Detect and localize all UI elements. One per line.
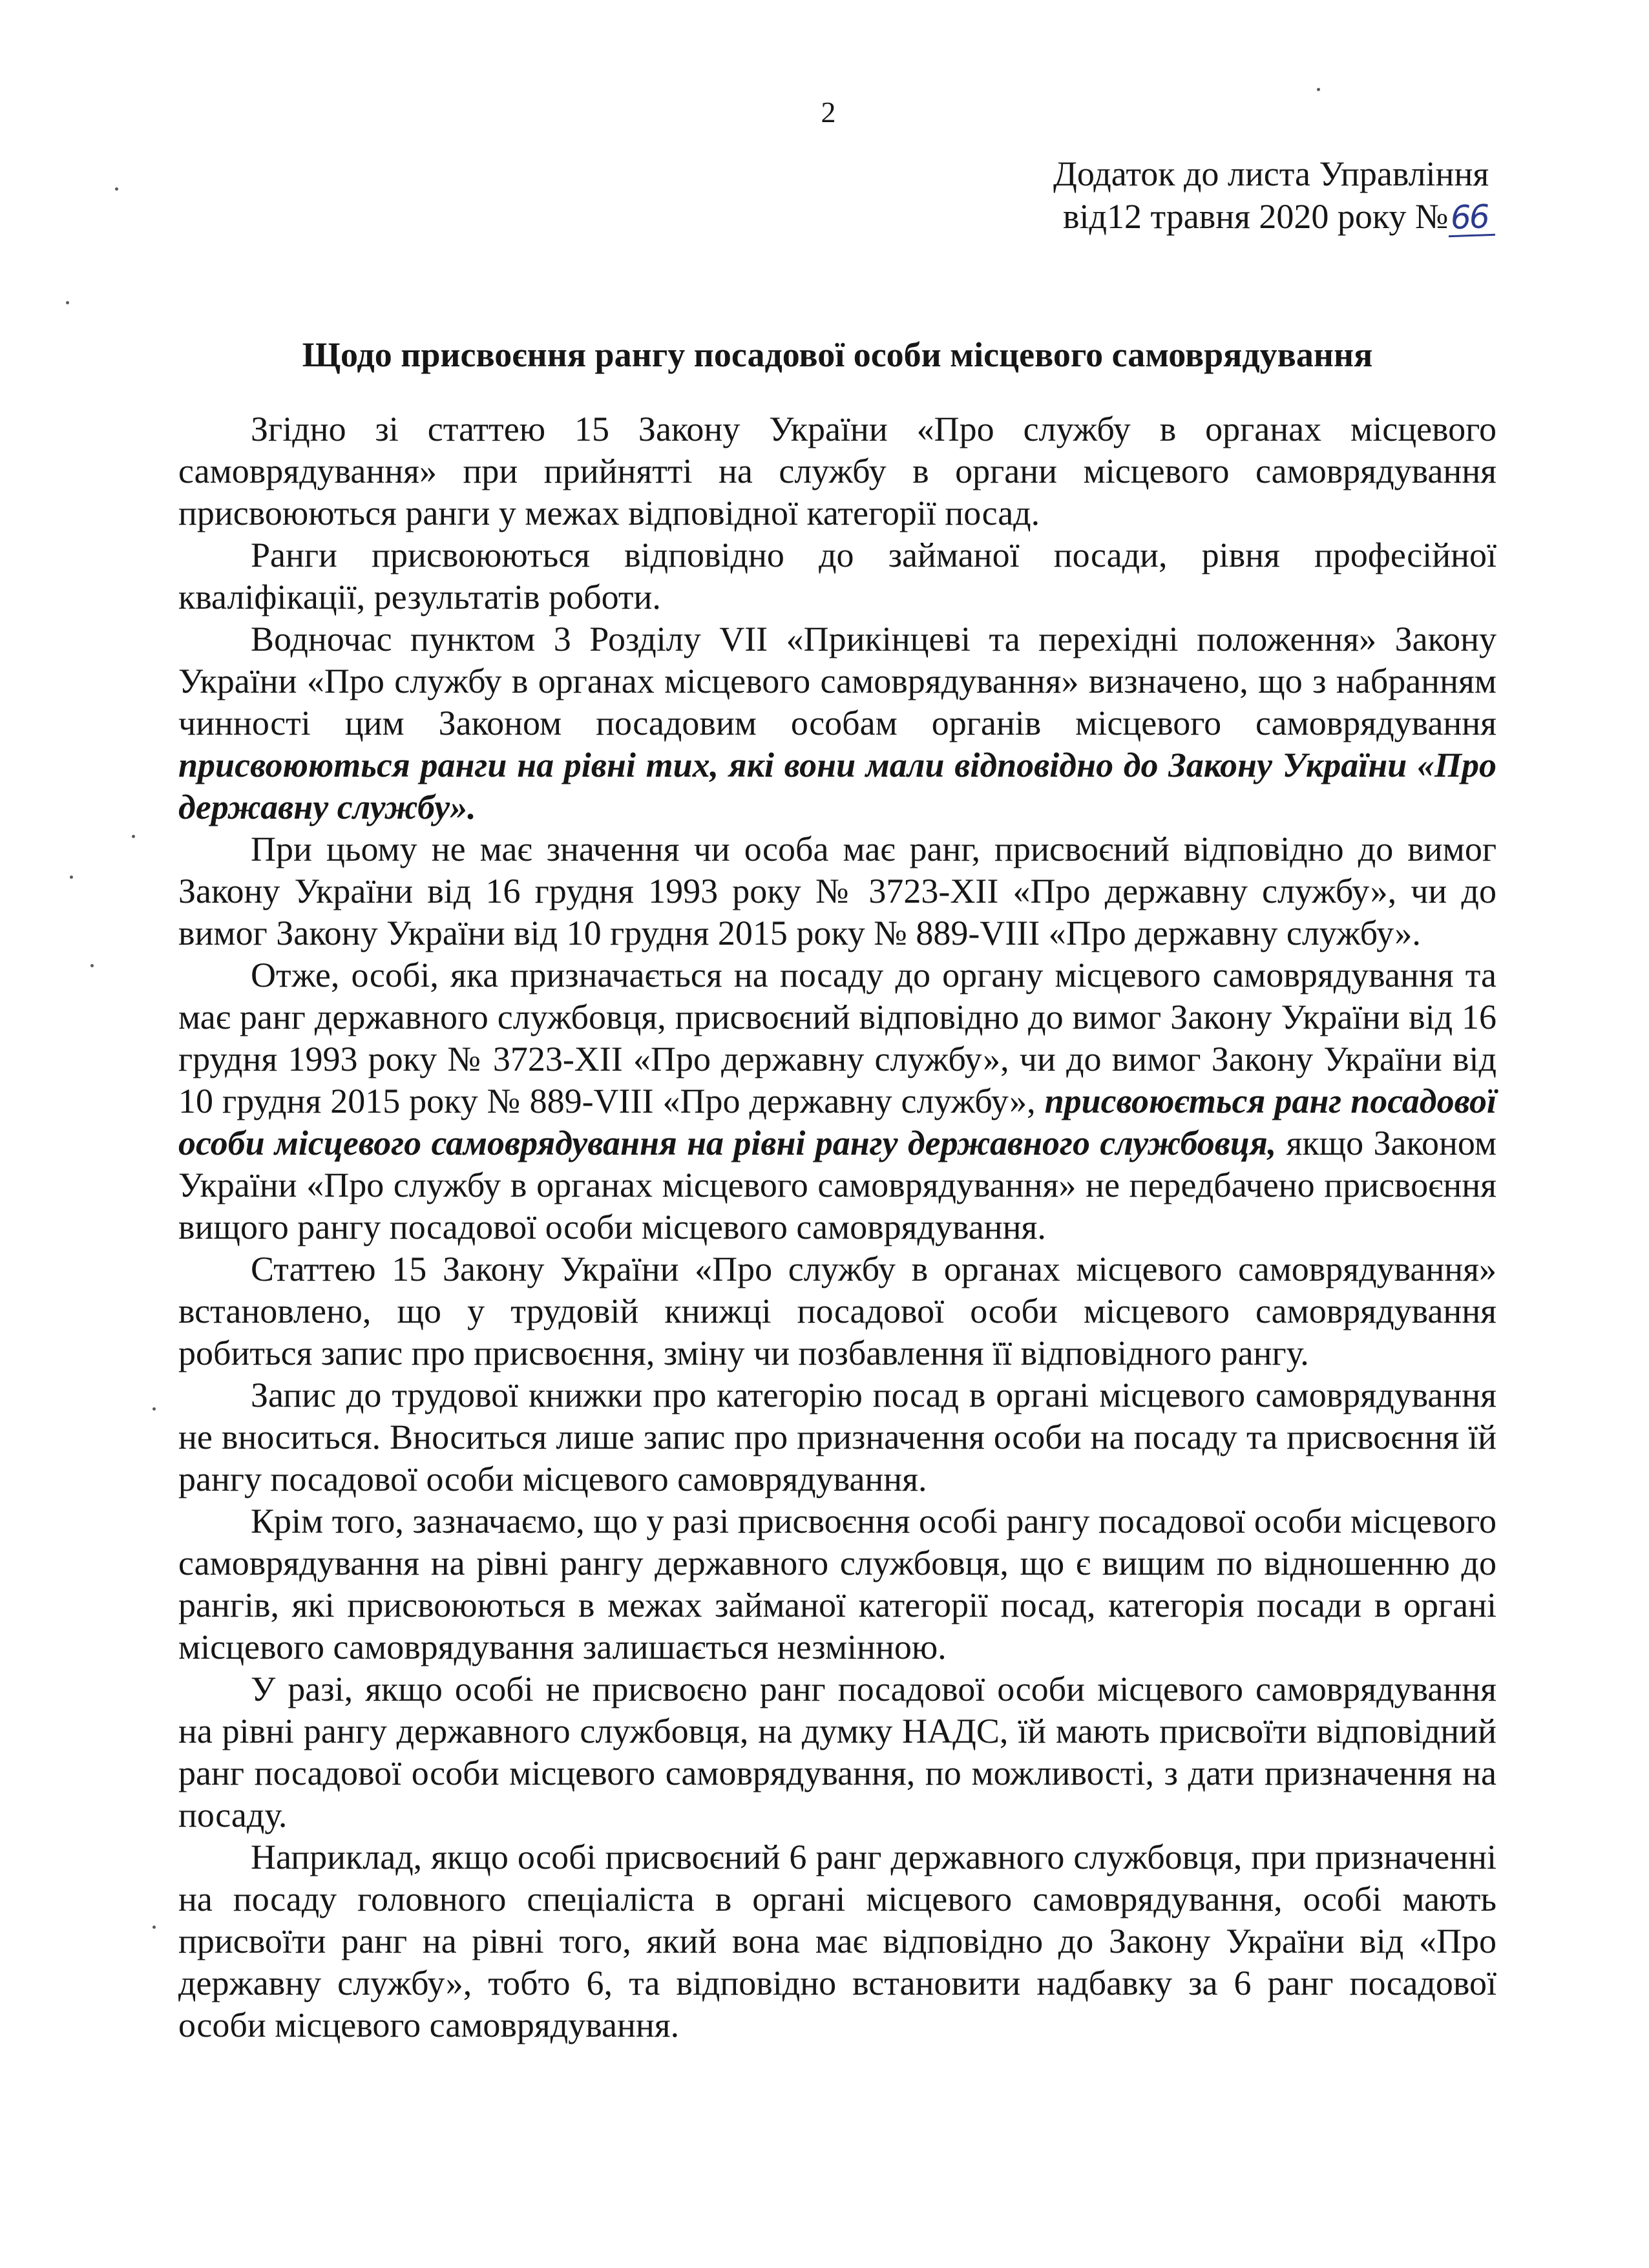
scan-speck — [66, 301, 69, 304]
paragraph-5 — [178, 954, 1497, 1248]
scan-speck — [152, 1926, 156, 1929]
document-title: Щодо присвоєння рангу посадової особи місцевого самоврядування — [302, 335, 1373, 374]
paragraph-9: У разі, якщо особі не присвоєно ранг посадової особи місцевого самоврядування на рівні рангу державного службовця, на думку НАДС, їй мають присвоїти відповідний ранг посадової особи місцевого самоврядування, по можливості, з дати призначення на посаду. — [178, 1670, 1497, 1834]
paragraph-10: Наприклад, якщо особі присвоєний 6 ранг державного службовця, при призначенні на посаду головного спеціаліста в органі місцевого самоврядування, особі мають присвоїти ранг на рівні того, який вона має відповідно до Закону України від «Про державну службу», тобто 6, та відповідно встановити надбавку за 6 ранг посадової особи місцевого самоврядування. — [178, 1838, 1497, 2044]
paragraph-4: При цьому не має значення чи особа має ранг, присвоєний відповідно до вимог Закону України від 16 грудня 1993 року № 3723-XII «Про державну службу», чи до вимог Закону України від 10 грудня 2015 року № 889-VIII «Про державну службу». — [178, 830, 1497, 952]
addendum-date-text: від12 травня 2020 року № — [1063, 197, 1449, 236]
document-body — [178, 408, 1497, 2046]
paragraph-3-emphasis: присвоюються ранги на рівні тих, які вони мали відповідно до Закону України «Про державну службу». — [178, 746, 1497, 826]
scan-speck — [90, 964, 94, 967]
page-number: 2 — [821, 96, 836, 129]
scan-speck — [70, 876, 73, 879]
scan-speck — [132, 835, 135, 838]
addendum-line-1: Додаток до листа Управління — [1053, 154, 1489, 193]
scan-speck — [1317, 88, 1320, 91]
scan-speck — [115, 187, 118, 191]
paragraph-7: Запис до трудової книжки про категорію посад в органі місцевого самоврядування не вноситься. Вноситься лише запис про призначення особи на посаду та присвоєння їй рангу посадової особи місцевого самоврядування. — [178, 1376, 1497, 1498]
addendum-header — [1053, 152, 1518, 238]
paragraph-3 — [178, 618, 1497, 828]
paragraph-6: Статтею 15 Закону України «Про службу в органах місцевого самоврядування» встановлено, що у трудовій книжці посадової особи місцевого самоврядування робиться запис про присвоєння, зміну чи позбавлення її відповідного рангу. — [178, 1250, 1497, 1372]
paragraph-5-text-after: якщо Законом України «Про службу в органах місцевого самоврядування» не передбачено присвоєння вищого рангу посадової особи місцевого самоврядування. — [178, 1124, 1497, 1246]
scan-speck — [152, 1407, 156, 1411]
handwritten-letter-number: 66 — [1447, 199, 1495, 237]
paragraph-3-text: Водночас пунктом 3 Розділу VII «Прикінцеві та перехідні положення» Закону України «Про службу в органах місцевого самоврядування» визначено, що з набранням чинності цим Законом посадовим особам органів місцевого самоврядування — [178, 620, 1497, 742]
addendum-line-2 — [1053, 195, 1518, 238]
paragraph-1: Згідно зі статтею 15 Закону України «Про службу в органах місцевого самоврядування» при прийнятті на службу в органи місцевого самоврядування присвоюються ранги у межах відповідної категорії посад. — [178, 410, 1497, 532]
paragraph-5-text-before: Отже, особі, яка призначається на посаду до органу місцевого самоврядування та має ранг державного службовця, присвоєний відповідно до вимог Закону України від 16 грудня 1993 року № 3723-XII «Про державну службу», чи до вимог Закону України від 10 грудня 2015 року № 889-VIII «Про державну службу», — [178, 956, 1497, 1120]
paragraph-2: Ранги присвоюються відповідно до займаної посади, рівня професійної кваліфікації, результатів роботи. — [178, 536, 1497, 616]
paragraph-8: Крім того, зазначаємо, що у разі присвоєння особі рангу посадової особи місцевого самоврядування на рівні рангу державного службовця, що є вищим по відношенню до рангів, які присвоюються в межах займаної категорії посад, категорія посади в органі місцевого самоврядування залишається незмінною. — [178, 1502, 1497, 1666]
paragraph-5-emphasis: присвоюється ранг посадової особи місцевого самоврядування на рівні рангу державного службовця, — [178, 1082, 1497, 1162]
